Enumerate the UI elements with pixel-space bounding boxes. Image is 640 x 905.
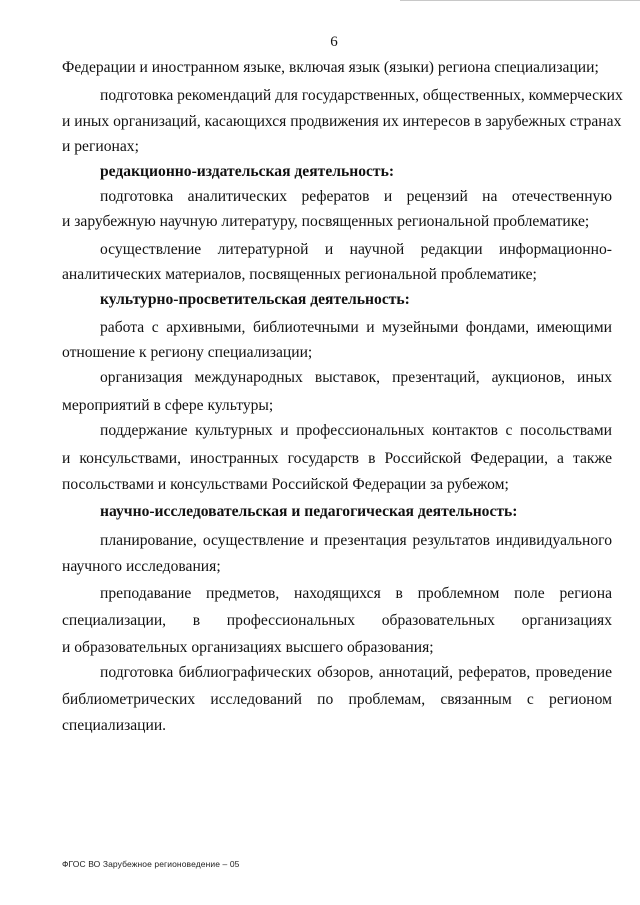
paragraph-line: и регионах; [62,138,139,155]
paragraph-line: организация международных выставок, презентаций, аукционов, иных [100,369,612,386]
paragraph-line: поддержание культурных и профессиональных контактов с посольствами [100,422,612,439]
paragraph-line: Федерации и иностранном языке, включая язык (языки) региона специализации; [62,59,599,76]
paragraph-line: планирование, осуществление и презентация результатов индивидуального [100,532,612,549]
paragraph-line: и консульствами, иностранных государств в Российской Федерации, а также [62,450,612,467]
paragraph-line: подготовка аналитических рефератов и рецензий на отечественную [100,188,612,205]
paragraph-line: специализации, в профессиональных образовательных организациях [62,612,612,629]
paragraph-line: и иных организаций, касающихся продвижения их интересов в зарубежных странах [62,113,622,130]
paragraph-line: работа с архивными, библиотечными и музейными фондами, имеющими [100,319,612,336]
page-number: 6 [330,34,338,50]
section-heading: культурно-просветительская деятельность: [100,291,410,308]
paragraph-line: мероприятий в сфере культуры; [62,397,274,414]
page-footer: ФГОС ВО Зарубежное регионоведение – 05 [62,859,240,869]
paragraph-line: осуществление литературной и научной редакции информационно- [100,241,612,258]
paragraph-line: отношение к региону специализации; [62,344,313,361]
section-heading: редакционно-издательская деятельность: [100,163,395,180]
paragraph-line: специализации. [62,717,167,734]
paragraph-line: и зарубежную научную литературу, посвященных региональной проблематике; [62,213,590,230]
top-scan-rule [400,0,640,1]
paragraph-line: преподавание предметов, находящихся в проблемном поле региона [100,585,612,602]
paragraph-line: аналитических материалов, посвященных региональной проблематике; [62,266,537,283]
paragraph-line: и образовательных организациях высшего образования; [62,639,434,656]
paragraph-line: посольствами и консульствами Российской Федерации за рубежом; [62,476,509,493]
paragraph-line: подготовка библиографических обзоров, аннотаций, рефератов, проведение [100,664,612,681]
paragraph-line: подготовка рекомендаций для государственных, общественных, коммерческих [100,87,623,104]
paragraph-line: научного исследования; [62,558,221,575]
paragraph-line: библиометрических исследований по проблемам, связанным с регионом [62,691,612,708]
section-heading: научно-исследовательская и педагогическая деятельность: [100,503,518,520]
